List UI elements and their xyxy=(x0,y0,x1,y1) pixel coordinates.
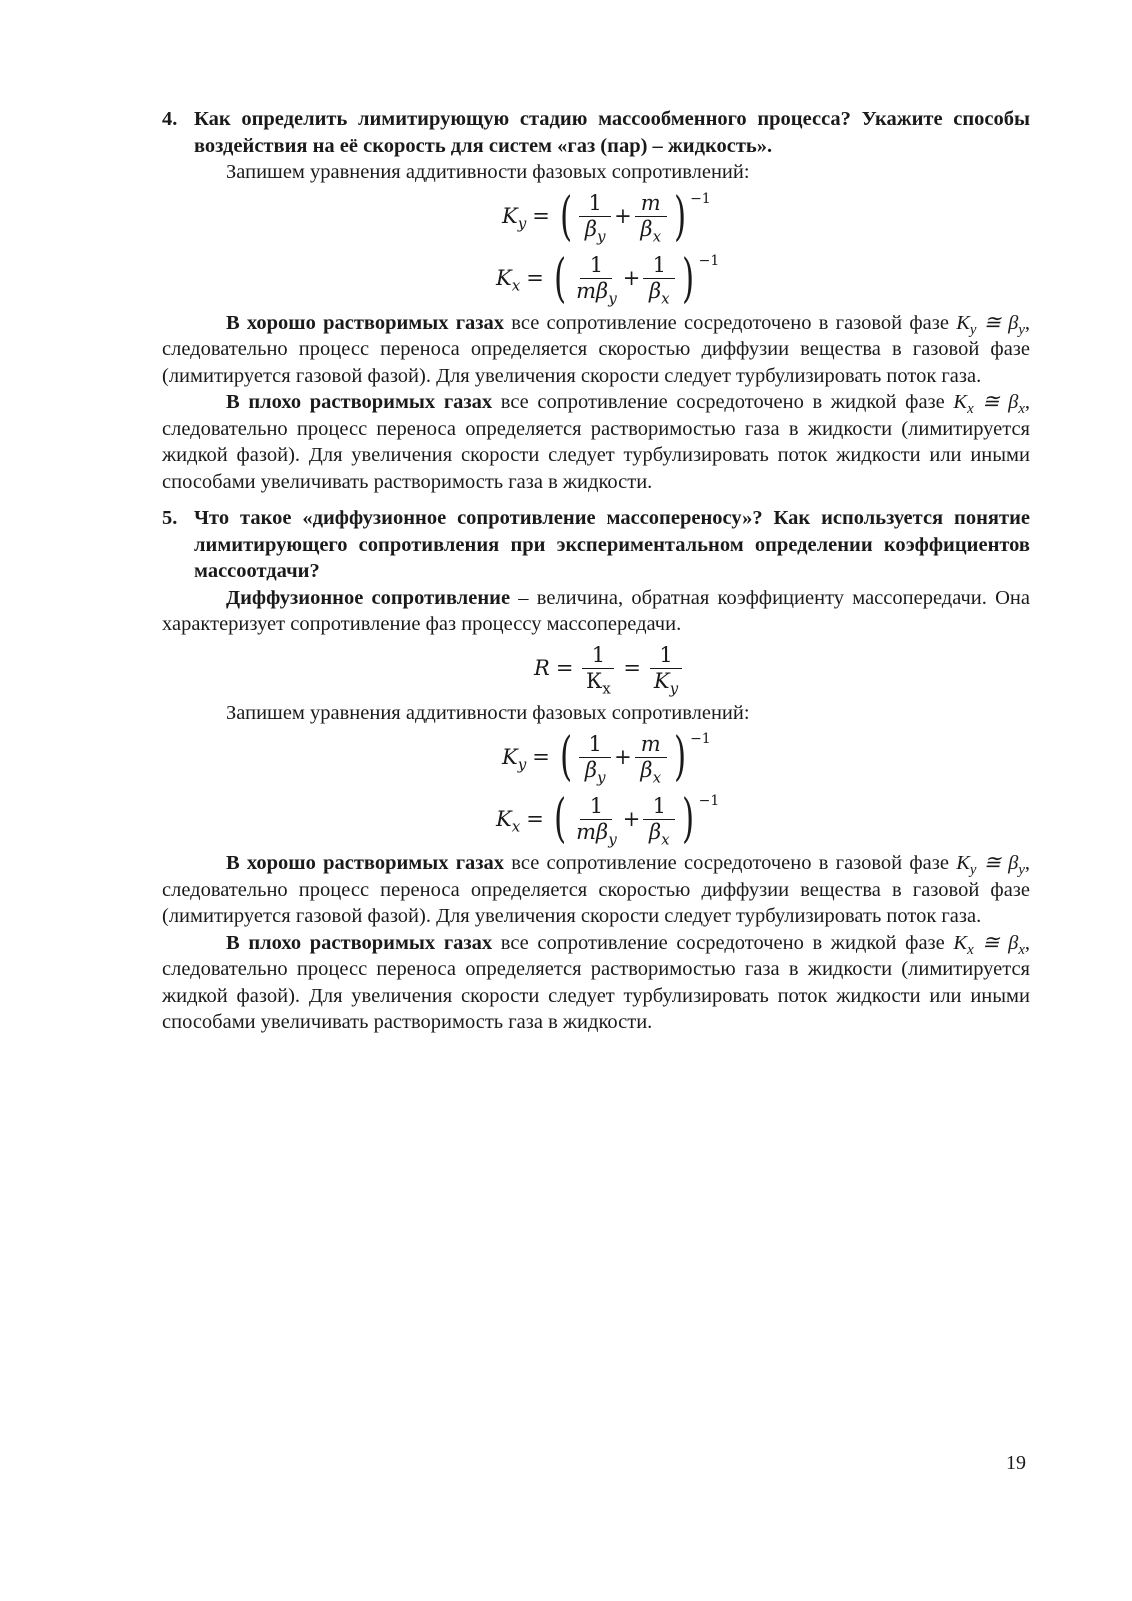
eq-lhs: $K_x$ xyxy=(496,266,521,295)
page-content xyxy=(162,106,1030,1036)
q4-intro: Запишем уравнения аддитивности фазовых сопротивлений: xyxy=(226,161,750,183)
exponent: −1 xyxy=(698,252,720,269)
question-5-number: 5. xyxy=(162,507,178,529)
q5-paragraph-soluble: В хорошо растворимых газах все сопротивление сосредоточено в газовой фазе $K_y$ ≅ $\beta_y$, следовательно процесс переноса определяется скоростью диффузии вещества в газовой фазе (лимитируется газовой фазой). Для увеличения скорости следует турбулизировать поток газа. xyxy=(162,852,1030,927)
fraction: $\frac{1}{m\beta_y}$ xyxy=(576,253,617,308)
fraction: $\frac{1}{К_х}$ xyxy=(582,643,614,694)
q5-definition: Диффузионное сопротивление – величина, обратная коэффициенту массопередачи. Она характеризует сопротивление фаз процессу массопередачи. xyxy=(162,586,1030,635)
q5-equation-r: R = $\frac{1}{К_х}$ = $\frac{1}{K_y}$ xyxy=(162,638,1030,700)
fraction: $\frac{m}{\beta_x}$ xyxy=(635,191,667,242)
eq-lhs: $K_y$ xyxy=(502,744,527,774)
exponent: −1 xyxy=(698,793,720,809)
eq-lhs: $K_y$ xyxy=(502,204,527,233)
question-4-number: 4. xyxy=(162,108,178,130)
q5-paragraph-insoluble: В плохо растворимых газах все сопротивление сосредоточено в жидкой фазе $K_x$ ≅ $\beta_x$, следовательно процесс переноса определяется растворимостью газа в жидкости (лимитируется жидкой фазой). Для увеличения скорости следует турбулизировать поток жидкости или иными способами увеличивать растворимость газа в жидкости. xyxy=(162,931,1030,1033)
question-4-heading xyxy=(162,106,1030,159)
exponent: −1 xyxy=(690,190,711,207)
fraction: $\frac{1}{m\beta_y}$ xyxy=(576,793,617,848)
q4-paragraph-soluble: В хорошо растворимых газах все сопротивление сосредоточено в газовой фазе $K_y$ ≅ $\beta_y$, следовательно процесс переноса определяется скоростью диффузии вещества в газовой фазе (лимитируется газовой фазой). Для увеличения скорости следует турбулизировать поток газа. xyxy=(162,311,1030,387)
q4-equation-kx: $K_x$ = ( $\frac{1}{m\beta_y}$ + $\frac{1}{\beta_x}$ ) −1 xyxy=(496,248,720,309)
fraction: $\frac{1}{\beta_x}$ xyxy=(643,794,675,845)
fraction: $\frac{1}{\beta_y}$ xyxy=(579,732,611,783)
question-5-title: Что такое «диффузионное сопротивление массопереносу»? Как используется понятие лимитирующего сопротивления при экспериментальном определении коэффициентов массоотдачи? xyxy=(194,507,1030,582)
q5-intro: Запишем уравнения аддитивности фазовых сопротивлений: xyxy=(226,701,750,724)
fraction: $\frac{m}{\beta_x}$ xyxy=(635,732,667,783)
q5-equation-ky: $K_y$ = ( $\frac{1}{\beta_y}$ + $\frac{m}{\beta_x}$ ) −1 xyxy=(502,727,711,787)
eq-lhs: $K_x$ xyxy=(496,806,521,836)
fraction: $\frac{1}{\beta_x}$ xyxy=(643,253,675,304)
fraction: $\frac{1}{K_y}$ xyxy=(650,643,682,694)
question-5-heading xyxy=(162,505,1030,585)
q5-equation-kx: $K_x$ = ( $\frac{1}{m\beta_y}$ + $\frac{1}{\beta_x}$ ) −1 xyxy=(496,789,720,849)
q4-equation-ky: $K_y$ = ( $\frac{1}{\beta_y}$ + $\frac{m}{\beta_x}$ ) −1 xyxy=(502,186,711,247)
eq-lhs: R xyxy=(534,656,550,681)
fraction: $\frac{1}{\beta_y}$ xyxy=(579,191,611,242)
question-4-title: Как определить лимитирующую стадию массообменного процесса? Укажите способы воздействия на её скорость для систем «газ (пар) – жидкость». xyxy=(194,108,1030,157)
page-number: 19 xyxy=(1006,1452,1026,1474)
q4-paragraph-insoluble: В плохо растворимых газах все сопротивление сосредоточено в жидкой фазе $K_x$ ≅ $\beta_x$, следовательно процесс переноса определяется растворимостью газа в жидкости (лимитируется жидкой фазой). Для увеличения скорости следует турбулизировать поток жидкости или иными способами увеличивать растворимость газа в жидкости. xyxy=(162,391,1030,493)
exponent: −1 xyxy=(690,731,711,747)
